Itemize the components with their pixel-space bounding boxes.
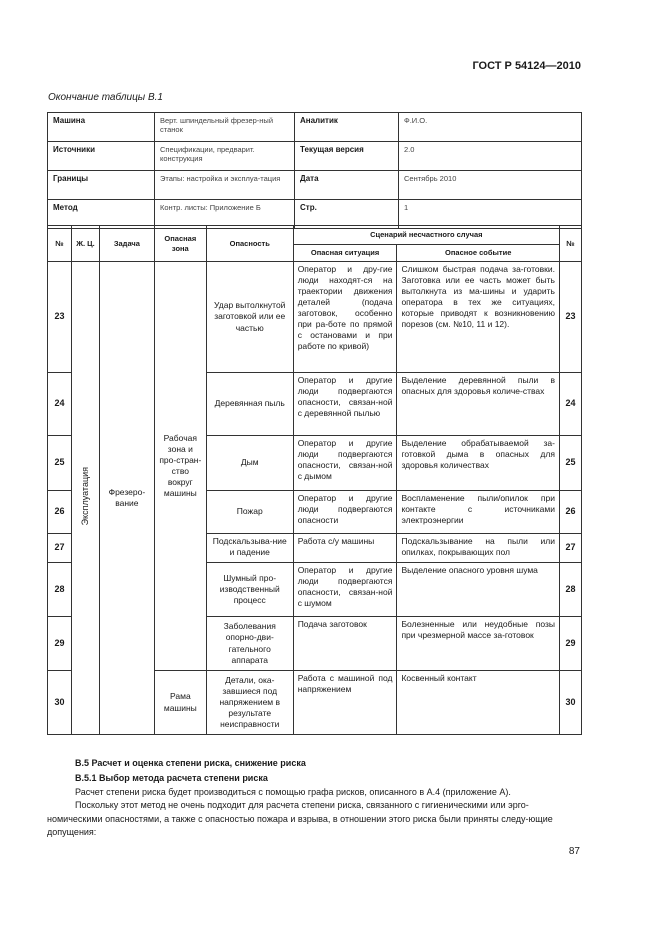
paragraph: Поскольку этот метод не очень подходит для расчета степени риска, связанного с гигиеническими или эрго-номическими опасностями, а также с опасностью пожара и взрыва, в отношении этого риска были приняты следу-ющие допущения: (47, 800, 553, 837)
hazard-cell: Дым (206, 436, 293, 491)
meta-label: Текущая версия (295, 142, 399, 171)
zone-cell: Рама машины (154, 671, 206, 735)
event-cell: Подскальзывание на пыли или опилках, покрывающих пол (397, 534, 560, 563)
event-cell: Косвенный контакт (397, 671, 560, 735)
col-header-event: Опасное событие (397, 245, 560, 262)
situation-cell: Оператор и другие люди подвергаются опасности, связан-ной с шумом (293, 563, 397, 617)
meta-label: Источники (48, 142, 155, 171)
meta-value: 2.0 (399, 142, 582, 171)
meta-row (48, 171, 582, 200)
situation-cell: Оператор и другие люди подвергаются опасности (293, 491, 397, 534)
row-number-right: 25 (559, 436, 581, 491)
row-number-right: 28 (559, 563, 581, 617)
meta-value: Спецификации, предварит. конструкция (155, 142, 295, 171)
row-number: 30 (48, 671, 72, 735)
col-header-hazard: Опасность (206, 226, 293, 262)
event-cell: Выделение опасного уровня шума (397, 563, 560, 617)
situation-cell: Подача заготовок (293, 617, 397, 671)
hazard-cell: Детали, ока-завшиеся под напряжением в результате неисправности (206, 671, 293, 735)
event-cell: Выделение деревянной пыли в опасных для здоровья количе-ствах (397, 373, 560, 436)
meta-value: Этапы: настройка и эксплуа-тация (155, 171, 295, 200)
col-header-no: № (48, 226, 72, 262)
row-number: 23 (48, 262, 72, 373)
meta-label: Границы (48, 171, 155, 200)
meta-label: Стр. (295, 200, 399, 229)
row-number-right: 27 (559, 534, 581, 563)
hazard-cell: Пожар (206, 491, 293, 534)
row-number: 26 (48, 491, 72, 534)
situation-cell: Работа с машиной под напряжением (293, 671, 397, 735)
zone-cell: Рабочая зона и про-стран-ство вокруг машины (154, 262, 206, 671)
col-header-lifecycle: Ж. Ц. (71, 226, 99, 262)
col-header-no-right: № (559, 226, 581, 262)
row-number: 25 (48, 436, 72, 491)
meta-label: Аналитик (295, 113, 399, 142)
meta-row (48, 113, 582, 142)
row-number-right: 26 (559, 491, 581, 534)
col-header-situation: Опасная ситуация (293, 245, 397, 262)
paragraph: Расчет степени риска будет производиться с помощью графа рисков, описанного в А.4 (приложение А). (75, 787, 511, 797)
meta-label: Дата (295, 171, 399, 200)
situation-cell: Работа с/у машины (293, 534, 397, 563)
row-number-right: 24 (559, 373, 581, 436)
meta-label: Машина (48, 113, 155, 142)
event-cell: Воспламенение пыли/опилок при контакте с источниками электроэнергии (397, 491, 560, 534)
row-number-right: 29 (559, 617, 581, 671)
event-cell: Выделение обрабатываемой за-готовкой дыма в опасных для здоровья количествах (397, 436, 560, 491)
subsection-heading: В.5.1 Выбор метода расчета степени риска (75, 773, 268, 783)
hazard-cell: Заболевания опорно-дви-гательного аппарата (206, 617, 293, 671)
situation-cell: Оператор и другие люди подвергаются опасности, связан-ной с деревянной пылью (293, 373, 397, 436)
col-header-task: Задача (99, 226, 154, 262)
task-cell: Фрезеро-вание (99, 262, 154, 735)
meta-value: 1 (399, 200, 582, 229)
event-cell: Слишком быстрая подача за-готовки. Заготовка или ее часть может быть вытолкнута из ма-шины и ударить оператора в тех же ситуациях, которые приводят к возникновению порезов (см. №10, 11 и 12). (397, 262, 560, 373)
row-number: 29 (48, 617, 72, 671)
row-number: 27 (48, 534, 72, 563)
meta-row (48, 142, 582, 171)
meta-value: Сентябрь 2010 (399, 171, 582, 200)
section-heading: В.5 Расчет и оценка степени риска, снижение риска (75, 758, 306, 768)
table-row (48, 262, 582, 373)
row-number: 24 (48, 373, 72, 436)
standard-number: ГОСТ Р 54124—2010 (472, 60, 581, 72)
meta-value: Верт. шпиндельный фрезер-ный станок (155, 113, 295, 142)
situation-cell: Оператор и другие люди подвергаются опасности, связан-ной с дымом (293, 436, 397, 491)
row-number: 28 (48, 563, 72, 617)
hazard-cell: Удар вытолкнутой заготовкой или ее частью (206, 262, 293, 373)
page-number: 87 (568, 846, 580, 857)
meta-value: Ф.И.О. (399, 113, 582, 142)
meta-label: Метод (48, 200, 155, 229)
situation-cell: Оператор и дру-гие люди находят-ся на траектории движения деталей (подача заготовок, особенно при ра-боте по прямой с остановами и при работе по кривой) (293, 262, 397, 373)
risk-table (47, 225, 582, 735)
lifecycle-cell: Эксплуатация (71, 262, 99, 735)
hazard-cell: Деревянная пыль (206, 373, 293, 436)
table-caption: Окончание таблицы В.1 (48, 92, 163, 103)
header-row (48, 226, 582, 245)
meta-value: Контр. листы: Приложение Б (155, 200, 295, 229)
event-cell: Болезненные или неудобные позы при чрезмерной массе за-готовок (397, 617, 560, 671)
row-number-right: 30 (559, 671, 581, 735)
meta-table (47, 112, 582, 229)
col-header-zone: Опасная зона (154, 226, 206, 262)
col-header-scenario: Сценарий несчастного случая (293, 226, 559, 245)
row-number-right: 23 (559, 262, 581, 373)
hazard-cell: Шумный про-изводственный процесс (206, 563, 293, 617)
hazard-cell: Подскальзыва-ние и падение (206, 534, 293, 563)
